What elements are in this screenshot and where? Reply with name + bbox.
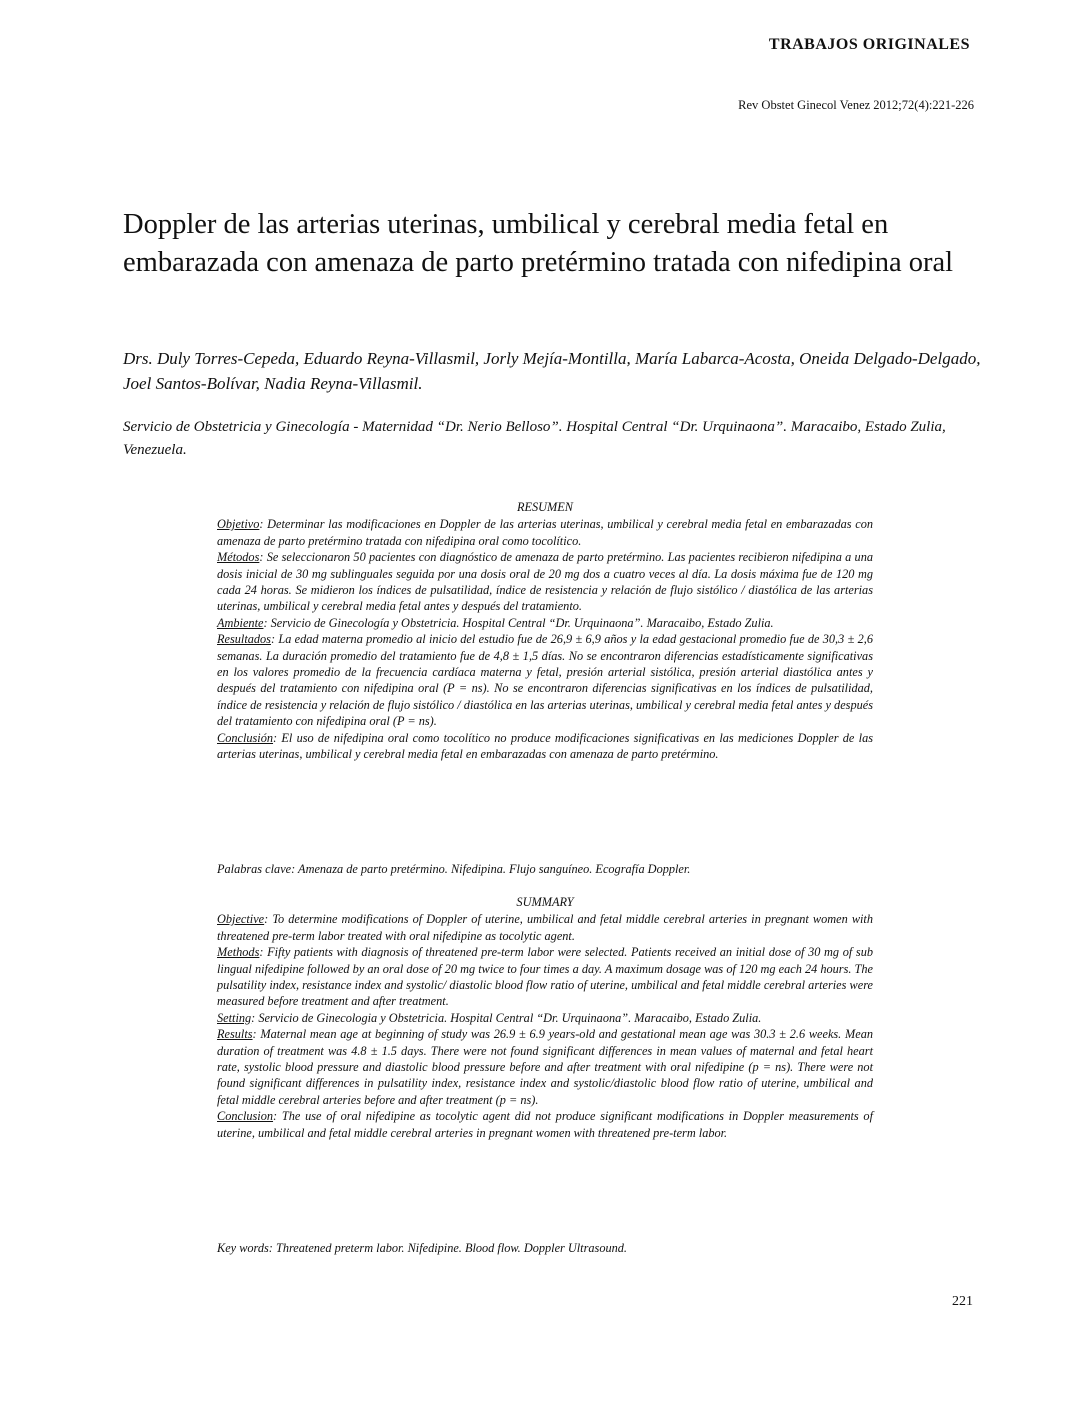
section-text: : Determinar las modificaciones en Doppler de las arterias uterinas, umbilical y cerebral media fetal en embarazadas con amenaza de parto pretérmino tratada con nifedipina oral como tocolítico. [217,517,873,548]
section-label-objetivo: Objetivo [217,517,260,532]
section-label: TRABAJOS ORIGINALES [768,36,970,53]
summary-results [217,1026,873,1108]
article-title: Doppler de las arterias uterinas, umbilical y cerebral media fetal en embarazada con amenaza de parto pretérmino tratada con nifedipina oral [123,209,954,278]
key-words: Key words: Threatened preterm labor. Nifedipine. Blood flow. Doppler Ultrasound. [217,1241,627,1255]
section-label-ambiente: Ambiente [217,615,264,630]
article-authors: Drs. Duly Torres-Cepeda, Eduardo Reyna-Villasmil, Jorly Mejía-Montilla, María Labarca-Acosta, Oneida Delgado-Delgado, Joel Santos-Bolívar, Nadia Reyna-Villasmil. [123,349,981,393]
section-text: : Maternal mean age at beginning of study was 26.9 ± 6.9 years-old and gestational mean age was 30.3 ± 2.6 weeks. Mean duration of treatment was 4.8 ± 1.5 days. There were not found significant differences in mean values of maternal and fetal heart rate, systolic blood pressure and diastolic blood pressure before and after treatment with oral nifedipine (p = ns). There were not found significant differences in pulsatility index, resistance index and systolic/diastolic blood flow ratio of uterine, umbilical and fetal middle cerebral arteries before and after treatment (p = ns). [217,1027,873,1107]
section-text: : Servicio de Ginecologia y Obstetricia. Hospital Central “Dr. Urquinaona”. Maracaibo, Estado Zulia. [251,1010,762,1025]
section-label-methods: Methods [217,945,260,960]
section-label-objective: Objective [217,912,265,927]
section-label-setting: Setting [217,1010,252,1025]
section-text: : Fifty patients with diagnosis of threatened pre-term labor were selected. Patients received an initial dose of 30 mg of sub lingual nifedipine followed by an oral dose of 20 mg twice to four times a day. A maximum dosage was of 120 mg each 24 hours. The pulsatility index, resistance index and systolic/ diastolic blood flow ratio of uterine, umbilical and fetal middle cerebral arteries were measured before treatment and after treatment. [217,945,873,1009]
section-label-results: Results [217,1027,253,1042]
section-text: : The use of oral nifedipine as tocolytic agent did not produce significant modifications in Doppler measurements of uterine, umbilical and fetal middle cerebral arteries in pregnant women with threatened pre-term labor. [217,1109,873,1140]
resumen-objetivo [217,516,873,549]
section-text: : To determine modifications of Doppler of uterine, umbilical and fetal middle cerebral arteries in pregnant women with threatened pre-term labor treated with oral nifedipine as tocolytic agent. [217,912,873,943]
summary-heading: SUMMARY [516,895,574,909]
resumen-resultados [217,631,873,729]
section-label-metodos: Métodos [217,550,260,565]
resumen-block [217,499,873,763]
article-affiliation: Servicio de Obstetricia y Ginecología - Maternidad “Dr. Nerio Belloso”. Hospital Central “Dr. Urquinaona”. Maracaibo, Estado Zulia, Venezuela. [123,419,946,458]
section-text: : Se seleccionaron 50 pacientes con diagnóstico de amenaza de parto pretérmino. Las pacientes recibieron nifedipina a una dosis inicial de 30 mg sublinguales seguida por una dosis oral de 20 mg dos a cuatro veces al día. La dosis máxima fue de 120 mg cada 24 horas. Se midieron los índices de pulsatilidad, índice de resistencia y relación de flujo sistólico / diastólica de las arterias uterinas, umbilical y cerebral media fetal antes y después del tratamiento. [217,550,873,614]
resumen-metodos [217,549,873,615]
palabras-clave: Palabras clave: Amenaza de parto pretérmino. Nifedipina. Flujo sanguíneo. Ecografía Doppler. [217,862,691,876]
section-text: : Servicio de Ginecología y Obstetricia. Hospital Central “Dr. Urquinaona”. Maracaibo, Estado Zulia. [263,615,774,630]
section-label-conclusion-en: Conclusion [217,1109,274,1124]
summary-objective [217,911,873,944]
resumen-ambiente [217,615,873,631]
section-label-conclusion: Conclusión [217,730,274,745]
journal-citation: Rev Obstet Ginecol Venez 2012;72(4):221-226 [738,98,974,112]
section-label-resultados: Resultados [217,632,271,647]
summary-setting [217,1010,873,1026]
summary-block [217,894,873,1141]
resumen-heading: RESUMEN [516,500,573,514]
resumen-conclusion [217,730,873,763]
summary-methods [217,944,873,1010]
page-number: 221 [952,1294,973,1309]
section-text: : La edad materna promedio al inicio del estudio fue de 26,9 ± 6,9 años y la edad gestacional promedio fue de 30,3 ± 2,6 semanas. La duración promedio del tratamiento fue de 4,8 ± 1,5 días. No se encontraron diferencias estadísticamente significativas en los valores promedio de la frecuencia cardíaca materna y fetal, presión arterial sistólica, presión arterial diastólica antes y después del tratamiento con nifedipina oral (P = ns). No se encontraron diferencias significativas en los índices de pulsatilidad, índice de resistencia y relación de flujo sistólico / diastólica en las arterias uterinas, umbilical y cerebral media fetal antes y después del tratamiento con nifedipina oral (P = ns). [217,632,873,729]
section-text: : El uso de nifedipina oral como tocolítico no produce modificaciones significativas en las mediciones Doppler de las arterias uterinas, umbilical y cerebral media fetal en embarazadas con amenaza de parto pretérmino. [217,730,873,762]
summary-conclusion [217,1108,873,1141]
